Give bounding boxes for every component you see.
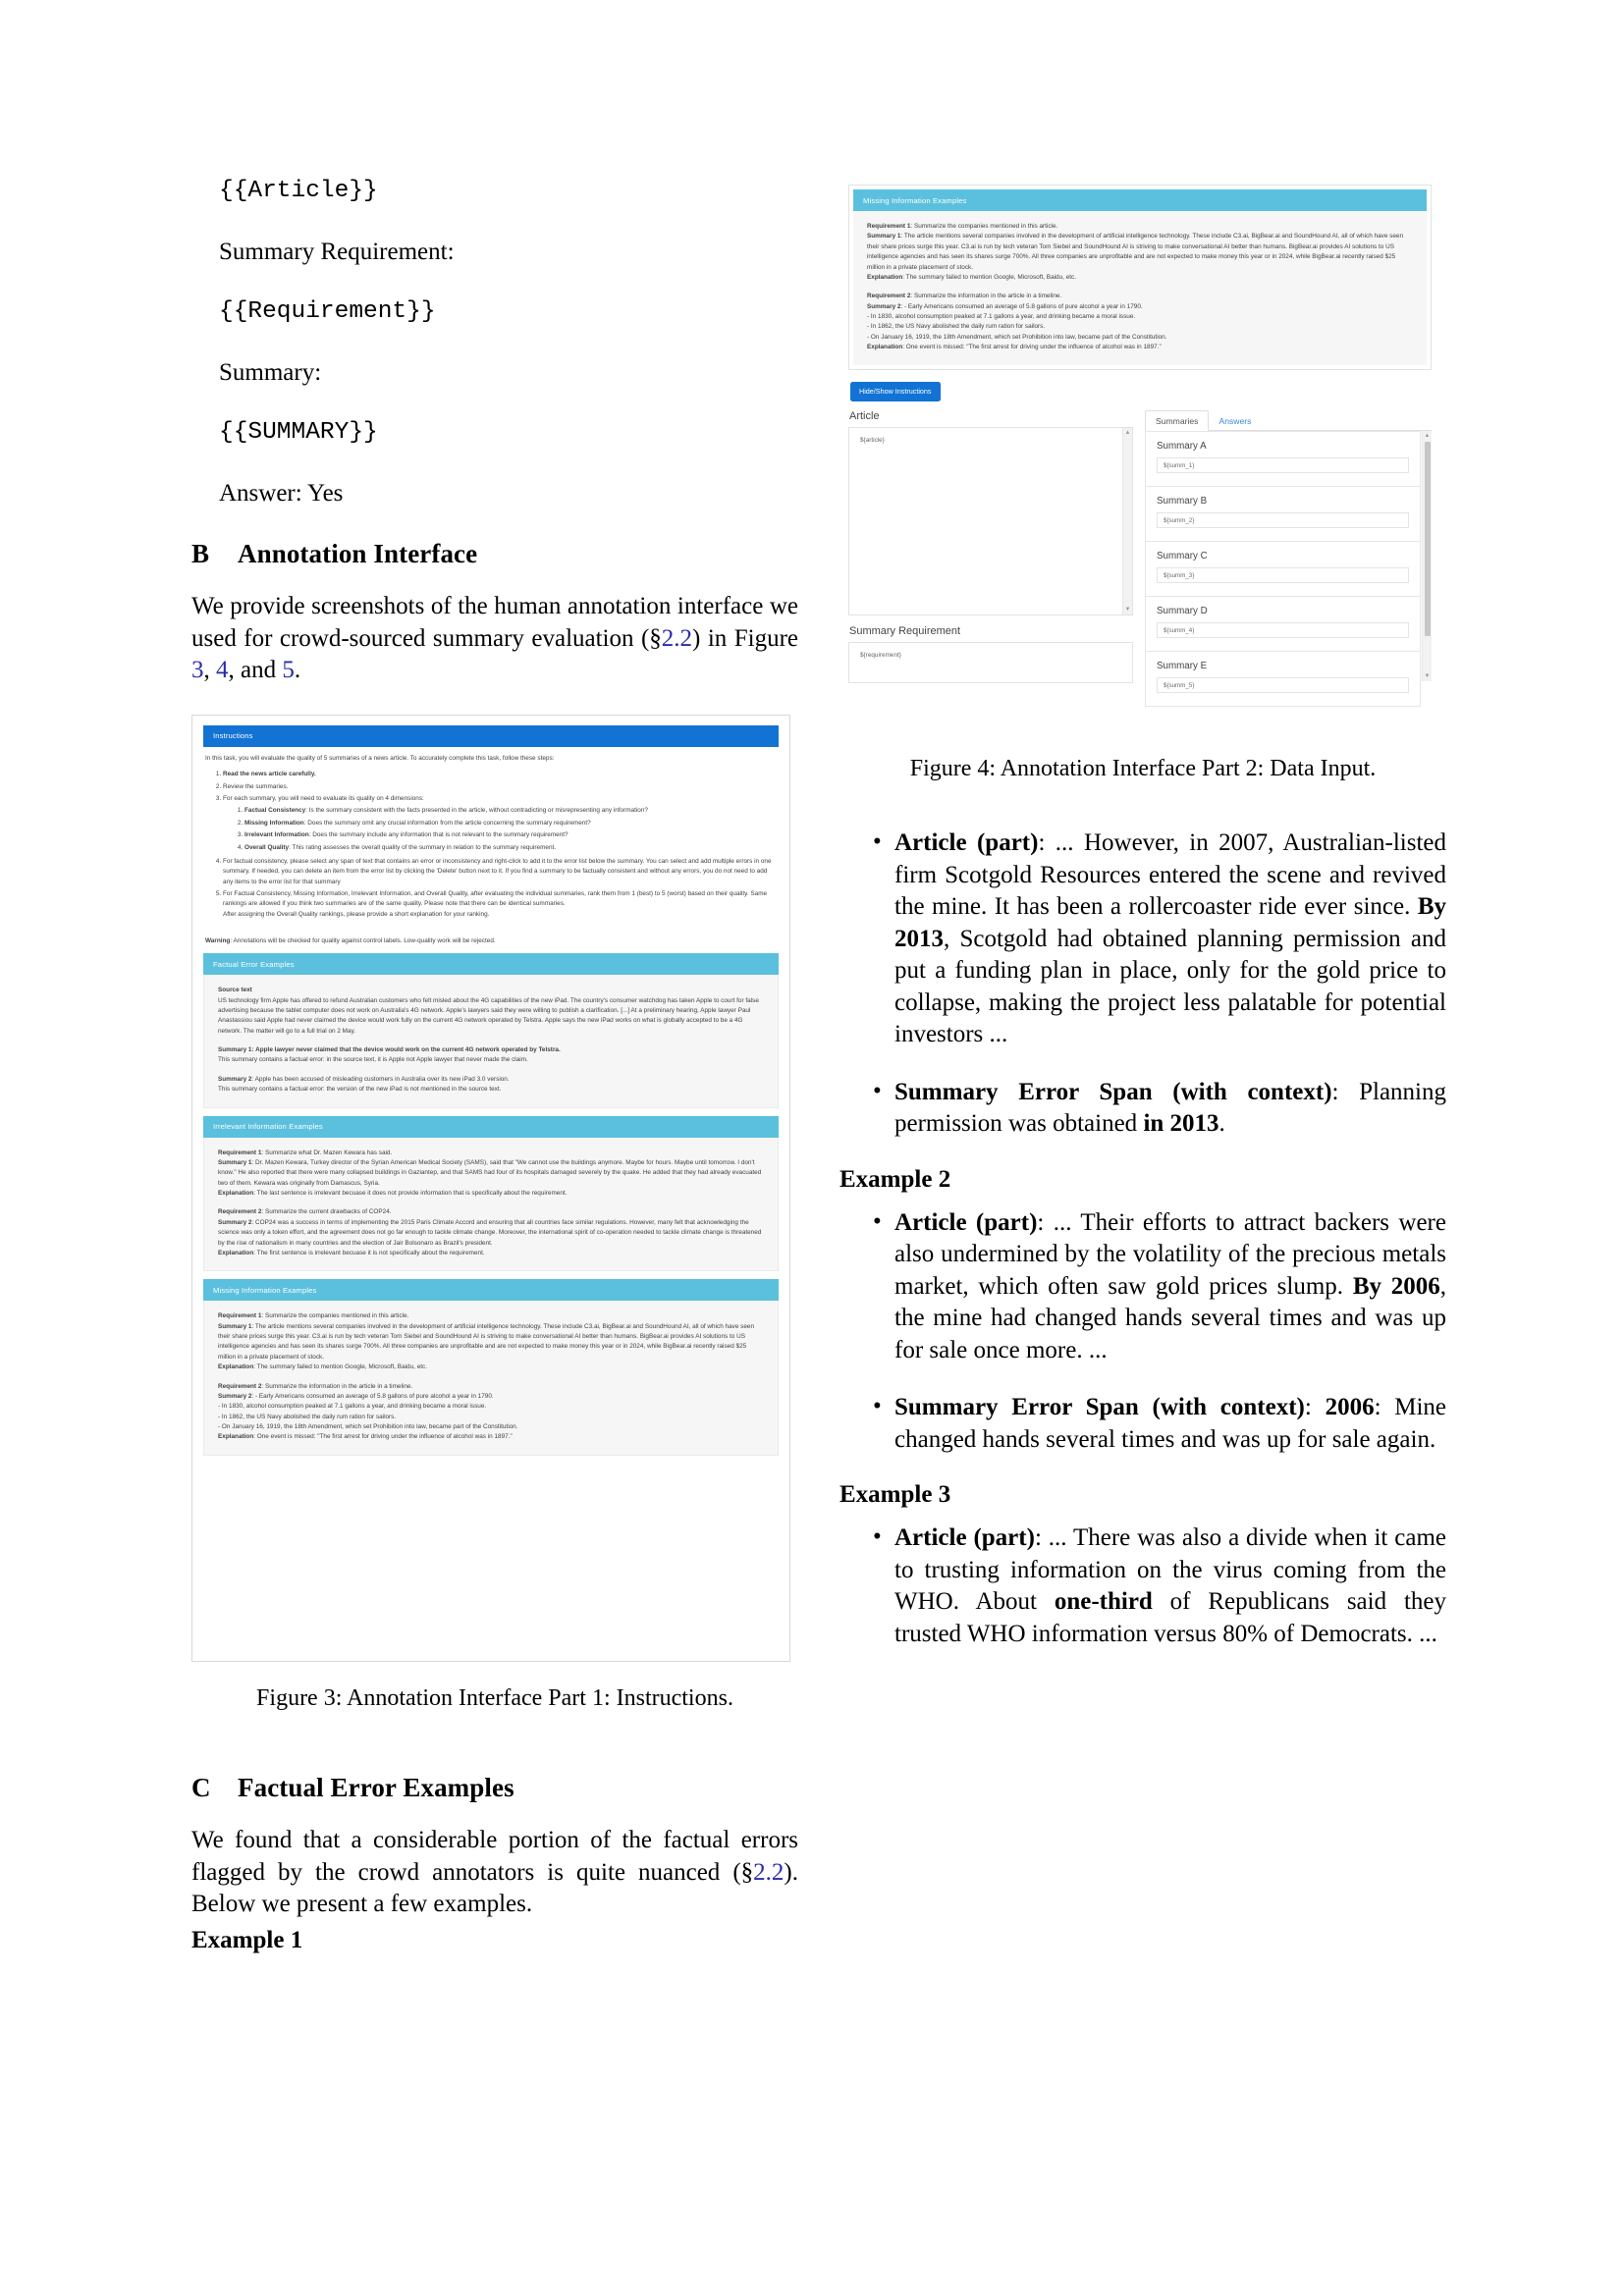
summary-card — [1145, 487, 1421, 542]
fig4-mie-1-summ-text: : The article mentions several companies involved in the development of artificial intelligence technology. These include C3.ai, BigBear.ai and SoundHound AI, all of which have seen their share prices surge this year. C3.ai is run by tech veteran Tom Siebel and SoundHound AI is striving to make conversational AI better than humans. BigBear.ai provides AI solutions to US intelligence agencies and has seen its shares surge 700%. All three companies are unprofitable and are not expected to make money this year or in 2024, while BigBear.ai recently raised $25 million in a private placement of stock. — [867, 233, 1404, 271]
example-1-bullets — [839, 828, 1446, 1141]
summary-card — [1145, 542, 1421, 597]
dimension-text: : This rating assesses the overall quality of the summary in relation to the summary requirement. — [289, 843, 557, 851]
summary-card — [1145, 652, 1421, 707]
article-textarea[interactable] — [848, 427, 1133, 615]
source-label: Source text — [218, 987, 252, 994]
ref-section-2-2[interactable]: 2.2 — [661, 624, 693, 652]
ex1-article-label: Article (part) — [894, 829, 1039, 857]
section-b-body-pre: We provide screenshots of the human annotation interface we used for crowd-sourced summary evaluation (§ — [191, 593, 798, 652]
dimension-item — [244, 819, 777, 828]
fig4-mie-exp-1 — [867, 273, 1413, 283]
ex1-article-pre: : ... However, in 2007, Australian-listed firm Scotgold Resources entered the scene and revived the mine. It has been a rollercoaster ride ever since. — [894, 829, 1446, 921]
prompt-line-summary-requirement: Summary Requirement: — [219, 238, 455, 265]
prompt-line-summary: Summary: — [219, 358, 322, 386]
ref-figure-4[interactable]: 4 — [216, 657, 229, 684]
summary-a-title: Summary A — [1157, 440, 1207, 452]
ex2-article-label: Article (part) — [894, 1208, 1038, 1236]
instructions-step — [223, 889, 777, 920]
summary-d-title: Summary D — [1157, 605, 1208, 616]
dimension-item — [244, 843, 777, 853]
mie-summ-1 — [218, 1322, 764, 1363]
figure-4-screenshot — [839, 177, 1440, 732]
iie-1-exp-label: Explanation — [218, 1190, 254, 1197]
dimension-label: Factual Consistency — [244, 807, 306, 815]
mie-1-req-label: Requirement 1 — [218, 1312, 262, 1320]
fig4-mie-req-2 — [867, 292, 1413, 301]
warning-label: Warning — [205, 937, 231, 945]
fig4-mie-summ-2 — [867, 302, 1413, 312]
figure-3-container — [191, 715, 798, 1714]
iie-1-exp-text: : The last sentence is irrelevant becuase it does not provide information that is specifically about the requirement. — [253, 1190, 568, 1197]
missing-information-examples-panel — [203, 1279, 779, 1456]
mie-2-req-text: : Summarize the information in the article in a timeline. — [261, 1382, 413, 1390]
iie-summ-1 — [218, 1158, 764, 1189]
section-heading-c — [191, 1773, 798, 1803]
instructions-step — [223, 857, 777, 887]
instructions-dimension-list — [223, 806, 777, 853]
summaries-scroll-down-icon[interactable]: ▼ — [1424, 672, 1431, 679]
hide-show-instructions-button[interactable]: Hide/Show Instructions — [850, 382, 941, 401]
prompt-line-summary-value: {{SUMMARY}} — [219, 419, 378, 447]
example-3-article-bullet — [873, 1522, 1446, 1650]
fig4-mie-exp-2 — [867, 343, 1413, 352]
figure-3-screenshot — [191, 715, 790, 1662]
irrelevant-information-examples-body — [203, 1138, 779, 1272]
summary-e-input[interactable]: ${summ_5} — [1157, 677, 1409, 693]
missing-information-examples-body — [203, 1301, 779, 1456]
summaries-answers-tabs — [1145, 410, 1432, 431]
fig4-mie-summ-1 — [867, 232, 1413, 273]
fig4-mie-req-1 — [867, 222, 1413, 232]
missing-information-examples-header: Missing Information Examples — [203, 1279, 779, 1301]
fig4-mie-2-summ-text: : - Early Americans consumed an average of 5.8 gallons of pure alcohol a year in 1790. — [900, 302, 1143, 310]
dimension-label: Overall Quality — [244, 843, 290, 851]
fig4-mie-2-timeline-3: - On January 16, 1919, the 18th Amendment, which set Prohibition into law, became part of the Constitution. — [867, 333, 1167, 341]
fee-item-2-summary — [218, 1075, 764, 1085]
ref-figure-3[interactable]: 3 — [191, 657, 204, 684]
example-3-heading: Example 3 — [839, 1481, 951, 1509]
ex2-span-highlight: 2006 — [1325, 1394, 1375, 1421]
figure-4-container — [839, 177, 1446, 784]
summary-e-title: Summary E — [1157, 660, 1208, 671]
ex2-article-pre: : ... Their efforts to attract backers were also undermined by the volatility of the precious metals market, which often saw gold prices slump. — [894, 1208, 1446, 1300]
fee-item-1-explanation: This summary contains a factual error: in the source text, it is Apple not Apple lawyer that never made the claim. — [218, 1056, 528, 1064]
fig4-missing-information-examples-header: Missing Information Examples — [853, 189, 1427, 211]
dimension-item — [244, 806, 777, 816]
summary-card — [1145, 431, 1421, 487]
iie-2-exp-label: Explanation — [218, 1249, 254, 1256]
mie-2-exp-label: Explanation — [218, 1433, 254, 1441]
fee-2-summary: : Apple has been accused of misleading customers in Australia over its new iPad 3.0 version. — [251, 1075, 510, 1083]
iie-1-summ-label: Summary 1 — [218, 1158, 252, 1166]
iie-exp-1 — [218, 1189, 764, 1199]
fig4-mie-2-summ-label: Summary 2 — [867, 302, 901, 310]
irrelevant-information-examples-header: Irrelevant Information Examples — [203, 1116, 779, 1138]
fig4-mie-1-exp-label: Explanation — [867, 273, 903, 281]
example-2-article-bullet — [873, 1207, 1446, 1367]
fig4-mie-2-timeline-2: - In 1862, the US Navy abolished the daily rum ration for sailors. — [867, 323, 1046, 331]
mie-1-req-text: : Summarize the companies mentioned in this article. — [261, 1312, 409, 1320]
sep-b: , and — [228, 657, 283, 684]
section-c-letter: C — [191, 1773, 211, 1803]
fig4-mie-2-req-label: Requirement 2 — [867, 293, 911, 300]
section-c-body-pre: We found that a considerable portion of the factual errors flagged by the crowd annotators is quite nuanced (§ — [191, 1827, 798, 1886]
section-b-body-mid: ) in Figure — [692, 624, 798, 652]
dimension-text: : Does the summary include any information that is not relevant to the summary requirement? — [308, 831, 568, 839]
ex2-span-pre: : — [1304, 1394, 1326, 1421]
summary-a-input[interactable]: ${summ_1} — [1157, 457, 1409, 473]
ex2-article-highlight: By 2006 — [1352, 1272, 1440, 1300]
section-c-title: Factual Error Examples — [238, 1773, 514, 1803]
instructions-step — [223, 782, 777, 792]
summaries-scroll-up-icon[interactable]: ▲ — [1424, 432, 1431, 439]
example-1-heading: Example 1 — [191, 1926, 303, 1953]
section-b-title: Annotation Interface — [238, 539, 478, 569]
fig4-mie-1-exp-text: : The summary failed to mention Google, Microsoft, Baidu, etc. — [902, 273, 1077, 281]
tab-summaries[interactable]: Summaries — [1145, 410, 1209, 431]
summaries-scrollbar[interactable] — [1422, 431, 1432, 681]
fig4-missing-information-examples-panel — [848, 185, 1432, 370]
fig4-mie-1-req-label: Requirement 1 — [867, 223, 911, 230]
summary-c-title: Summary C — [1157, 550, 1208, 561]
step-1-text: Read the news article carefully. — [223, 771, 316, 778]
iie-2-req-label: Requirement 2 — [218, 1208, 262, 1216]
ex3-article-highlight: one-third — [1054, 1588, 1153, 1616]
mie-exp-1 — [218, 1362, 764, 1372]
iie-2-req-text: : Summarize the current drawbacks of COP24. — [261, 1208, 392, 1216]
factual-error-examples-body — [203, 975, 779, 1107]
instructions-panel — [203, 725, 779, 930]
fig4-mie-1-summ-label: Summary 1 — [867, 233, 901, 240]
example-1-error-span-bullet — [873, 1077, 1446, 1141]
summary-c-input[interactable]: ${summ_3} — [1157, 567, 1409, 583]
instructions-panel-header: Instructions — [203, 725, 779, 747]
figure-3-caption: Figure 3: Annotation Interface Part 1: Instructions. — [256, 1684, 733, 1711]
mie-1-summ-label: Summary 1 — [218, 1322, 252, 1330]
example-1-article-bullet — [873, 828, 1446, 1051]
mie-2-timeline-1: - In 1830, alcohol consumption peaked at 7.1 gallons a year, and drinking became a moral issue. — [218, 1403, 487, 1411]
mie-exp-2 — [218, 1432, 764, 1442]
summary-b-input[interactable]: ${summ_2} — [1157, 512, 1409, 528]
ex3-article-pre: : ... There was also a divide when it came to trusting information on the virus coming from the WHO. About — [894, 1524, 1446, 1616]
instructions-step — [223, 794, 777, 853]
fee-item-1-summary — [218, 1045, 764, 1055]
source-text: US technology firm Apple has offered to refund Australian customers who felt misled about the 4G capabilities of the new iPad. The country's consumer watchdog has taken Apple to court for false advertising because the tablet computer does not work on Australia's 4G network. Apple's lawyers said they were willing to publish a clarification. [...] At a preliminary hearing, Apple lawyer Paul Anastassiou said Apple had never claimed the device would work fully on the current 4G network operated by Telstra. Apple says the new iPad works on what is globally accepted to be a 4G network. The matter will go to a full trial on 2 May. — [218, 996, 759, 1035]
fee-2-label: Summary 2 — [218, 1075, 252, 1083]
instructions-step-list — [205, 770, 777, 920]
scroll-down-icon[interactable]: ▼ — [1124, 606, 1131, 613]
mie-summ-2 — [218, 1392, 764, 1402]
ex1-span-pre: : Planning permission was obtained — [894, 1078, 1446, 1138]
fig4-mie-2-req-text: : Summarize the information in the article in a timeline. — [910, 293, 1062, 300]
section-heading-b — [191, 539, 798, 569]
prompt-line-article: {{Article}} — [219, 178, 378, 204]
ref-section-2-2-c[interactable]: 2.2 — [753, 1858, 785, 1886]
instructions-panel-body — [203, 747, 779, 930]
mie-req-2 — [218, 1382, 764, 1392]
iie-1-summ-text: : Dr. Mazen Kewara, Turkey director of the Syrian American Medical Society (SAMS), said that "We cannot use the buildings anymore. Maybe for hours. Maybe until tomorrow. I don't know." He also reported that there were many collapsed buildings in Gaziantep, and that SAMS had four of its hospitals damaged severely by the quake. He added that they had already evacuated two of them. Kewara was originally from Damascus, Syria. — [218, 1158, 762, 1187]
example-2-heading: Example 2 — [839, 1165, 951, 1193]
dimension-text: : Is the summary consistent with the facts presented in the article, without contradicting or misrepresenting any information? — [305, 807, 648, 815]
section-b-letter: B — [191, 539, 210, 569]
ex1-span-label: Summary Error Span (with context) — [894, 1078, 1332, 1105]
fee-item-2-explanation: This summary contains a factual error: the version of the new iPad is not mentioned in the source text. — [218, 1086, 502, 1094]
iie-2-exp-text: : The first sentence is irrelevant becuase it is not specifically about the requirement. — [253, 1249, 485, 1256]
mie-2-timeline-3: - On January 16, 1919, the 18th Amendment, which set Prohibition into law, became part of the Constitution. — [218, 1423, 518, 1430]
dimension-label: Missing Information — [244, 819, 304, 827]
source-text-label — [218, 986, 764, 995]
fig4-mie-2-exp-label: Explanation — [867, 344, 903, 351]
mie-2-timeline-2: - In 1862, the US Navy abolished the daily rum ration for sailors. — [218, 1413, 397, 1420]
step-5-text: For Factual Consistency, Missing Information, Irrelevant Information, and Overall Quality, after evaluating the individual summaries, rank them from 1 (best) to 5 (worst) based on their quality. Same rankings are allowed if you think two summaries are of the same quality. Please note that there can be identical summaries. — [223, 890, 768, 908]
warning-text: : Annotations will be checked for quality against control labels. Low-quality work will be rejected. — [230, 937, 496, 945]
factual-error-examples-panel — [203, 953, 779, 1107]
iie-req-1 — [218, 1148, 764, 1158]
step-4-text: For factual consistency, please select any span of text that contains an error or inconsistency and right-click to add it to the error list below the summary. You can select and add multiple errors in one summary. If needed, you can delete an item from the error list by clicking the 'Delete' button next to it. If you find a summary to be factually consistent and without any errors, you do not need to add any items to the error list for that summary — [223, 857, 772, 885]
dimension-item — [244, 830, 777, 840]
step-2-text: Review the summaries. — [223, 782, 289, 790]
tab-answers[interactable]: Answers — [1218, 415, 1252, 426]
article-input-column — [848, 410, 1133, 683]
summary-requirement-placeholder: ${requirement} — [860, 651, 901, 659]
left-column — [191, 177, 798, 1968]
example-3-bullets — [839, 1522, 1446, 1650]
mie-1-exp-label: Explanation — [218, 1363, 254, 1371]
ref-figure-5[interactable]: 5 — [282, 657, 295, 684]
step-3-text: For each summary, you will need to evaluate its quality on 4 dimensions: — [223, 795, 424, 802]
ex1-span-post: . — [1218, 1110, 1225, 1138]
iie-req-2 — [218, 1207, 764, 1217]
mie-1-exp-text: : The summary failed to mention Google, Microsoft, Baidu, etc. — [253, 1363, 428, 1371]
iie-exp-2 — [218, 1249, 764, 1258]
prompt-template-block — [191, 177, 798, 509]
ex2-span-label: Summary Error Span (with context) — [894, 1394, 1305, 1421]
summaries-column — [1145, 410, 1432, 689]
ex1-article-highlight: By 2013 — [894, 893, 1446, 952]
article-scrollbar[interactable] — [1122, 428, 1132, 614]
section-c-body — [191, 1825, 798, 1921]
summary-requirement-label: Summary Requirement — [849, 624, 961, 637]
dimension-label: Irrelevant Information — [244, 831, 309, 839]
mie-2-req-label: Requirement 2 — [218, 1382, 262, 1390]
article-label: Article — [849, 409, 880, 422]
right-column — [839, 177, 1446, 1676]
fig4-missing-information-examples-body — [853, 211, 1427, 365]
iie-summ-2 — [218, 1218, 764, 1249]
fig4-mie-2-exp-text: : One event is missed: "The first arrest for driving under the influence of alcohol was in 1897." — [902, 344, 1162, 351]
fig4-mie-1-req-text: : Summarize the companies mentioned in this article. — [910, 223, 1058, 230]
ex3-article-post: of Republicans said they trusted WHO information versus 80% of Democrats. ... — [894, 1588, 1446, 1647]
instructions-step — [223, 770, 777, 779]
figure-4-caption: Figure 4: Annotation Interface Part 2: Data Input. — [909, 756, 1377, 781]
iie-2-summ-text: : COP24 was a success in terms of implementing the 2015 Paris Climate Accord and ensuring that all countries face similar regulations. However, many felt that acknowledging the science was only a token effort, and the agreement does not go far enough to tackle climate change. Moreover, the international spirit of co-operation needed to tackle climate change is threatened by the rise of nationalism in many countries and the election of Jair Bolsonaro as Brazil's president. — [218, 1218, 762, 1247]
article-placeholder: ${article} — [860, 436, 885, 444]
instructions-warning — [205, 937, 779, 944]
summary-requirement-textarea[interactable] — [848, 642, 1133, 683]
annotation-app-row — [848, 409, 1432, 689]
iie-1-req-text: : Summarize what Dr. Mazen Kewara has said. — [261, 1148, 393, 1156]
summary-d-input[interactable]: ${summ_4} — [1157, 622, 1409, 638]
mie-1-summ-text: : The article mentions several companies involved in the development of artificial intelligence technology. These include C3.ai, BigBear.ai and SoundHound AI, all of which have seen their share prices surge this year. C3.ai is run by tech veteran Tom Siebel and SoundHound AI is striving to make conversational AI better than humans. BigBear.ai provides AI solutions to US intelligence agencies and has seen its shares surge 700%. All three companies are unprofitable and are not expected to make money this year or in 2024, while BigBear.ai recently raised $25 million in a private placement of stock. — [218, 1322, 755, 1361]
iie-1-req-label: Requirement 1 — [218, 1148, 262, 1156]
ex1-article-post: , Scotgold had obtained planning permission and put a funding plan in place, only for the gold price to collapse, making the project less palatable for potential investors ... — [894, 925, 1446, 1048]
factual-error-examples-header: Factual Error Examples — [203, 953, 779, 975]
scroll-up-icon[interactable]: ▲ — [1124, 429, 1131, 436]
sep-a: , — [203, 657, 216, 684]
section-b-body — [191, 591, 798, 687]
fee-1-label: Summary 1 — [218, 1046, 252, 1053]
example-2-error-span-bullet — [873, 1392, 1446, 1456]
instructions-closing: After assigning the Overall Quality rankings, please provide a short explanation for your ranking. — [223, 910, 490, 918]
summary-card — [1145, 597, 1421, 652]
ex3-article-label: Article (part) — [894, 1524, 1035, 1552]
irrelevant-information-examples-panel — [203, 1116, 779, 1272]
dimension-text: : Does the summary omit any crucial information from the article concerning the summary requirement? — [303, 819, 591, 827]
ex2-article-post: , the mine had changed hands several times and was up for sale once more. ... — [894, 1272, 1446, 1363]
ex2-span-post: : Mine changed hands several times and was up for sale again. — [894, 1394, 1447, 1453]
summaries-scroll-region — [1145, 431, 1432, 689]
ex1-span-highlight: in 2013 — [1143, 1110, 1219, 1138]
section-b-body-end: . — [294, 657, 301, 684]
prompt-line-requirement: {{Requirement}} — [219, 298, 436, 326]
summary-b-title: Summary B — [1157, 495, 1208, 507]
section-c-body-end: ). Below we present a few examples. — [191, 1858, 798, 1918]
instructions-intro: In this task, you will evaluate the quality of 5 summaries of a news article. To accurately complete this task, follow these steps: — [205, 754, 555, 762]
mie-2-summ-label: Summary 2 — [218, 1392, 252, 1400]
mie-req-1 — [218, 1311, 764, 1321]
fee-1-summary: : Apple lawyer never claimed that the device would work on the current 4G network operated by Telstra. — [251, 1046, 561, 1053]
prompt-line-answer: Answer: Yes — [219, 479, 344, 507]
mie-2-summ-text: : - Early Americans consumed an average of 5.8 gallons of pure alcohol a year in 1790. — [251, 1392, 494, 1400]
iie-2-summ-label: Summary 2 — [218, 1218, 252, 1226]
fig4-mie-2-timeline-1: - In 1830, alcohol consumption peaked at 7.1 gallons a year, and drinking became a moral issue. — [867, 313, 1136, 320]
example-2-bullets — [839, 1207, 1446, 1457]
mie-2-exp-text: : One event is missed: "The first arrest for driving under the influence of alcohol was in 1897." — [253, 1433, 513, 1441]
